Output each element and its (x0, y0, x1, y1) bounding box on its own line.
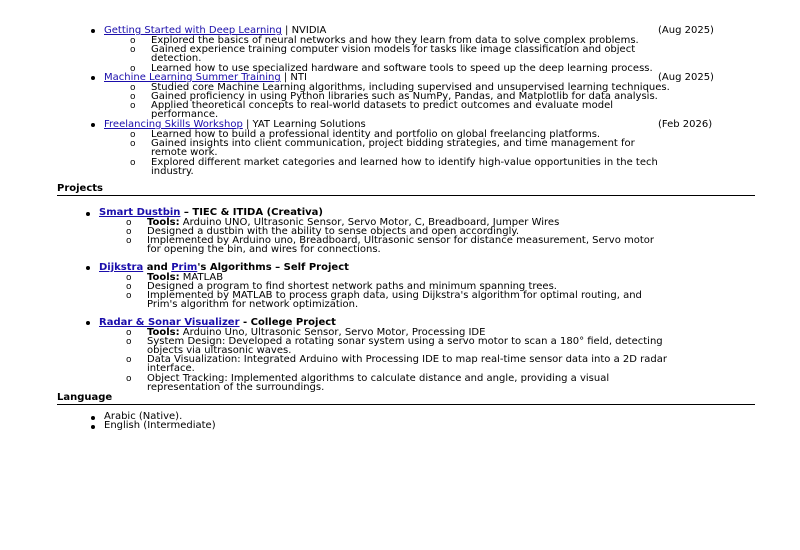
project-context: – TIEC & ITIDA (Creativa) (180, 207, 323, 218)
sub-marker: o (126, 328, 132, 338)
project-link[interactable]: Dijkstra (99, 262, 144, 273)
cert-date: (Feb 2026) (658, 119, 713, 130)
tools-label: Tools: (147, 327, 180, 338)
cert-detail: Gained experience training computer vision models for tasks like image classification and object (151, 44, 636, 55)
sub-marker: o (126, 374, 132, 384)
sub-marker: o (130, 139, 136, 149)
sub-marker: o (126, 236, 132, 246)
sub-marker: o (126, 227, 132, 237)
project-detail: Data Visualization: Integrated Arduino with Processing IDE to map real-time sensor data into a 2D radar (147, 354, 667, 365)
section-divider (57, 195, 755, 196)
cert-detail: industry. (151, 166, 194, 177)
sub-marker: o (126, 218, 132, 228)
project-detail: Object Tracking: Implemented algorithms to calculate distance and angle, providing a visual (147, 373, 610, 384)
project-detail: Designed a program to find shortest network paths and minimum spanning trees. (147, 281, 557, 292)
sub-marker: o (126, 355, 132, 365)
cert-detail: performance. (151, 109, 219, 120)
project-connector: and (143, 262, 172, 273)
bullet-dot (91, 29, 95, 33)
project-link[interactable]: Smart Dustbin (99, 207, 181, 218)
sub-marker: o (126, 282, 132, 292)
sub-marker: o (130, 83, 136, 93)
tools-label: Tools: (147, 217, 180, 228)
cert-org: | NTI (280, 72, 307, 83)
cert-link[interactable]: Freelancing Skills Workshop (104, 119, 243, 130)
sub-marker: o (130, 158, 136, 168)
cert-detail: remote work. (151, 147, 218, 158)
project-detail: Designed a dustbin with the ability to sense objects and open accordingly. (147, 226, 520, 237)
sub-marker: o (130, 130, 136, 140)
project-detail: representation of the surroundings. (147, 382, 325, 393)
bullet-dot (86, 266, 90, 270)
cert-detail: Gained proficiency in using Python libraries such as NumPy, Pandas, and Matplotlib for data analysis. (151, 91, 658, 102)
sub-marker: o (130, 101, 136, 111)
project-detail: for opening the bin, and wires for connections. (147, 244, 381, 255)
bullet-dot (91, 123, 95, 127)
project-context: 's Algorithms – Self Project (197, 262, 349, 273)
sub-marker: o (130, 64, 136, 74)
section-heading-projects: Projects (57, 183, 104, 194)
section-divider (57, 404, 755, 405)
cert-detail: detection. (151, 53, 202, 64)
bullet-dot (91, 425, 95, 429)
language-item: English (Intermediate) (104, 420, 216, 431)
bullet-dot (91, 416, 95, 420)
project-detail: Implemented by Arduino uno, Breadboard, Ultrasonic sensor for distance measurement, Servo motor (147, 235, 655, 246)
project-heading (99, 263, 349, 273)
project-detail: interface. (147, 363, 195, 374)
sub-marker: o (126, 273, 132, 283)
tools-label: Tools: (147, 272, 180, 283)
tools-list: MATLAB (179, 272, 224, 283)
cert-link[interactable]: Machine Learning Summer Training (104, 72, 281, 83)
bullet-dot (86, 212, 90, 216)
language-item: Arabic (Native). (104, 411, 183, 422)
cert-detail: Explored the basics of neural networks and how they learn from data to solve complex problems. (151, 35, 639, 46)
project-detail: objects via ultrasonic waves. (147, 345, 292, 356)
cert-org: | YAT Learning Solutions (242, 119, 366, 130)
cert-detail: Applied theoretical concepts to real-world datasets to predict outcomes and evaluate model (151, 100, 614, 111)
sub-marker: o (126, 337, 132, 347)
section-heading-language: Language (57, 392, 113, 403)
project-context: - College Project (239, 317, 336, 328)
cert-detail: Explored different market categories and learned how to identify high-value opportunities in the tech (151, 157, 658, 168)
bullet-dot (86, 321, 90, 325)
sub-marker: o (130, 92, 136, 102)
cert-org: | NVIDIA (281, 25, 327, 36)
sub-marker: o (130, 45, 136, 55)
sub-marker: o (130, 36, 136, 46)
cert-date: (Aug 2025) (658, 25, 714, 36)
cert-date: (Aug 2025) (658, 72, 714, 83)
cert-detail: Gained insights into client communication, project bidding strategies, and time management for (151, 138, 635, 149)
cert-link[interactable]: Getting Started with Deep Learning (104, 25, 282, 36)
project-detail: Prim's algorithm for network optimization. (147, 299, 359, 310)
tools-list: Arduino UNO, Ultrasonic Sensor, Servo Motor, C, Breadboard, Jumper Wires (179, 217, 560, 228)
project-detail: Implemented by MATLAB to process graph data, using Dijkstra's algorithm for optimal routing, and (147, 290, 642, 301)
tools-list: Arduino Uno, Ultrasonic Sensor, Servo Motor, Processing IDE (179, 327, 486, 338)
cert-detail: Learned how to build a professional identity and portfolio on global freelancing platforms. (151, 129, 601, 140)
cert-detail: Learned how to use specialized hardware and software tools to speed up the deep learning process. (151, 63, 653, 74)
project-link[interactable]: Radar & Sonar Visualizer (99, 317, 240, 328)
project-link[interactable]: Prim (171, 262, 198, 273)
bullet-dot (91, 76, 95, 80)
project-detail: System Design: Developed a rotating sonar system using a servo motor to scan a 180° field, detecting (147, 336, 663, 347)
cert-detail: Studied core Machine Learning algorithms, including supervised and unsupervised learning techniques. (151, 82, 670, 93)
sub-marker: o (126, 291, 132, 301)
